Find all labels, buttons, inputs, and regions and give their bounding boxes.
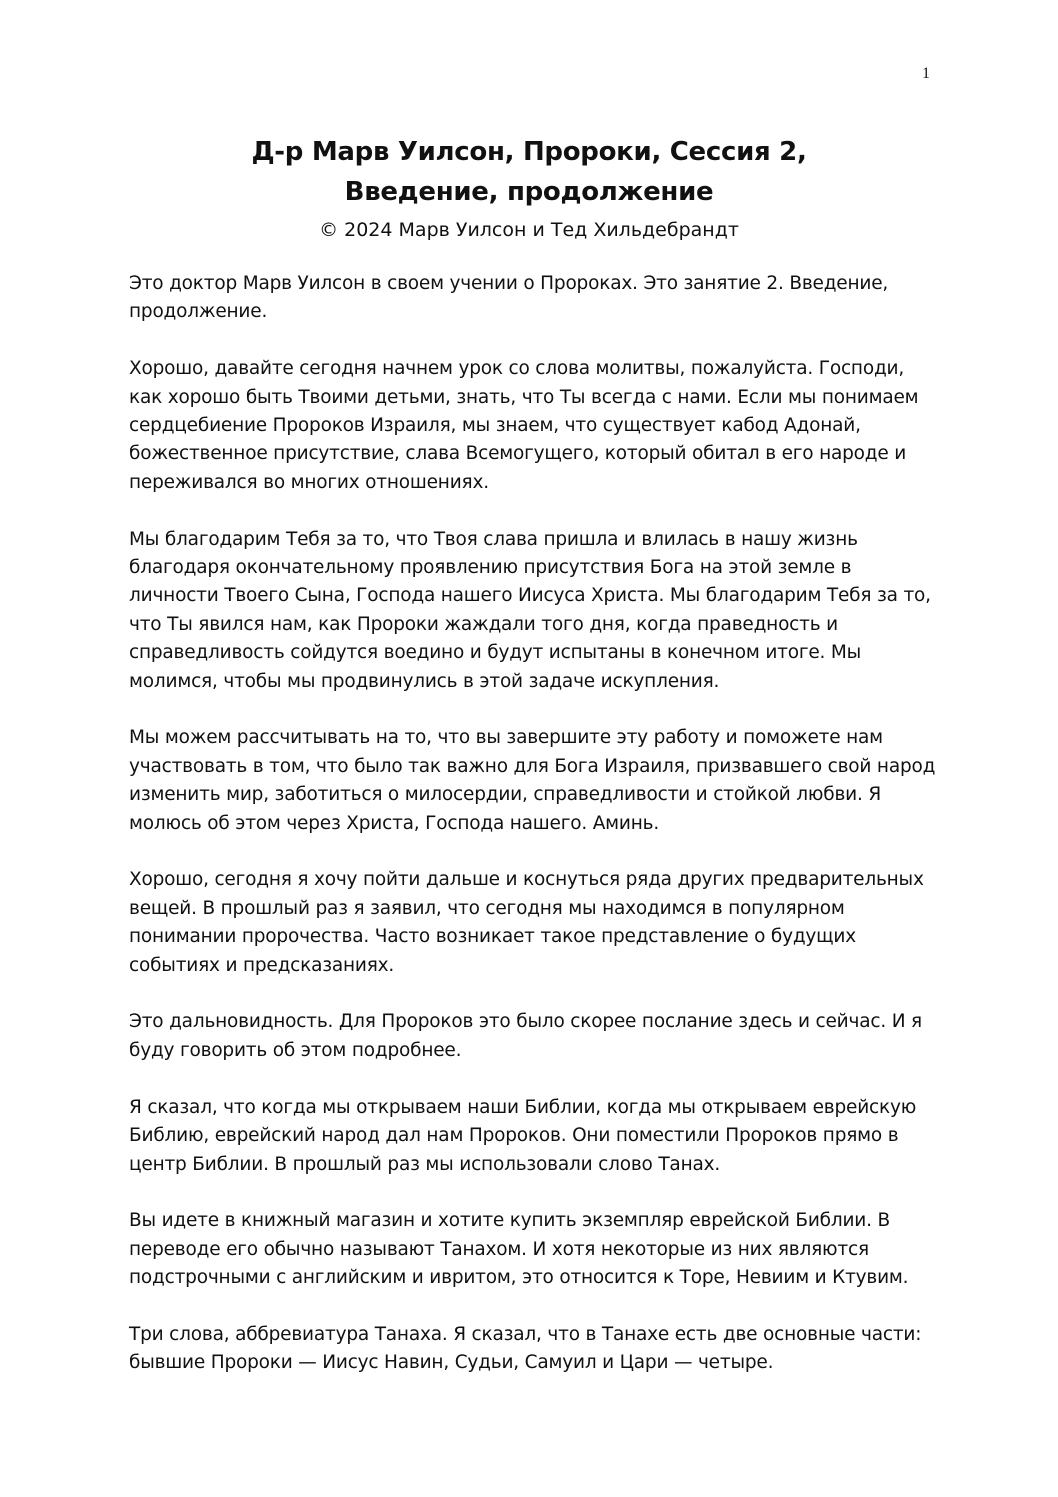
paragraph: Вы идете в книжный магазин и хотите купить экземпляр еврейской Библии. В переводе его обычно называют Танахом. И хотя некоторые из них являются подстрочными с английским и ивритом, это относится к Торе, Невиим и Ктувим. xyxy=(129,1210,909,1289)
paragraph: Мы благодарим Тебя за то, что Твоя слава пришла и влилась в нашу жизнь благодаря окончательному проявлению присутствия Бога на этой земле в личности Твоего Сына, Господа нашего Иисуса Христа. Мы благодарим Тебя за то, что Ты явился нам, как Пророки жаждали того дня, когда праведность и справедливость сойдутся воедино и будут испытаны в конечном итоге. Мы молимся, чтобы мы продвинулись в этой задаче искупления. xyxy=(129,528,931,692)
paragraph: Это дальновидность. Для Пророков это было скорее послание здесь и сейчас. И я буду говорить об этом подробнее. xyxy=(129,1011,922,1061)
paragraph: Хорошо, давайте сегодня начнем урок со слова молитвы, пожалуйста. Господи, как хорошо быть Твоими детьми, знать, что Ты всегда с нами. Если мы понимаем сердцебиение Пророков Израиля, мы знаем, что существует кабод Адонай, божественное присутствие, слава Всемогущего, который обитал в его народе и переживался во многих отношениях. xyxy=(129,358,919,493)
paragraph: Это доктор Марв Уилсон в своем учении о Пророках. Это занятие 2. Введение, продолжение. xyxy=(129,273,889,323)
document-header xyxy=(0,132,1058,244)
paragraph: Три слова, аббревиатура Танаха. Я сказал, что в Танахе есть две основные части: бывшие Пророки — Иисус Навин, Судьи, Самуил и Цари — четыре. xyxy=(129,1323,922,1374)
copyright-line: © 2024 Марв Уилсон и Тед Хильдебрандт xyxy=(319,219,739,241)
document-body xyxy=(129,270,941,1406)
document-title-line-1: Д-р Марв Уилсон, Пророки, Сессия 2, xyxy=(251,137,807,167)
paragraph: Хорошо, сегодня я хочу пойти дальше и коснуться ряда других предварительных вещей. В прошлый раз я заявил, что сегодня мы находимся в популярном понимании пророчества. Часто возникает такое представление о будущих событиях и предсказаниях. xyxy=(129,869,924,976)
document-title-line-2: Введение, продолжение xyxy=(344,177,714,207)
page-number: 1 xyxy=(922,65,930,82)
paragraph: Мы можем рассчитывать на то, что вы завершите эту работу и поможете нам участвовать в том, что было так важно для Бога Израиля, призвавшего свой народ изменить мир, заботиться о милосердии, справедливости и стойкой любви. Я молюсь об этом через Христа, Господа нашего. Аминь. xyxy=(129,727,936,834)
paragraph: Я сказал, что когда мы открываем наши Библии, когда мы открываем еврейскую Библию, еврейский народ дал нам Пророков. Они поместили Пророков прямо в центр Библии. В прошлый раз мы использовали слово Танах. xyxy=(129,1096,917,1175)
